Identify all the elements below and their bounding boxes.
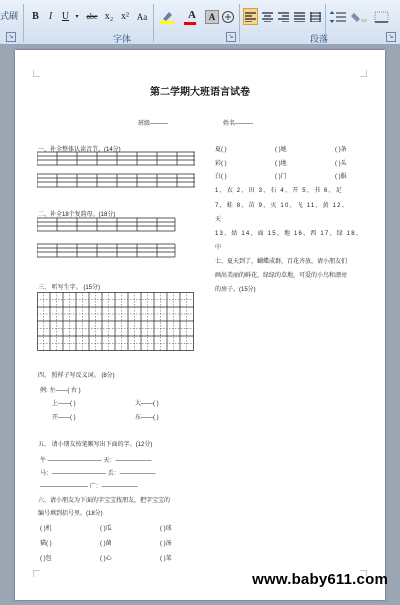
char-shading-button[interactable]: [205, 8, 219, 25]
section-1-heading: 一、补全整体认读音节。(14分): [38, 147, 121, 153]
clipboard-dialog-launcher-icon[interactable]: ↘: [6, 32, 16, 42]
stroke-order-line: ———————— 广：——————: [40, 484, 138, 490]
antonym-item: 东——( ): [135, 415, 159, 421]
match-item: ( )菜: [160, 556, 172, 562]
match-item: ( )菌: [100, 541, 112, 547]
section-6-heading-cont: 编号填到括号里。(18分): [38, 511, 103, 517]
match-item: ( )包: [40, 556, 52, 562]
section-5-heading: 五、 请小朋友按笔顺写出下面的字。(12分): [38, 442, 153, 448]
pinyin-lines-1: [37, 151, 195, 191]
match-item: 猫( ): [40, 541, 52, 547]
bold-button[interactable]: B: [32, 11, 39, 22]
site-watermark: www.baby611.com: [252, 571, 388, 588]
borders-button[interactable]: [372, 8, 392, 25]
strikethrough-button[interactable]: abc: [86, 12, 98, 21]
document-page[interactable]: [15, 50, 385, 600]
section-7-text: 的房子。(15分): [215, 287, 256, 293]
align-left-icon: [245, 12, 256, 22]
justify-icon: [294, 12, 305, 22]
border-icon: [374, 11, 390, 23]
antonym-item: 开——( ): [52, 415, 76, 421]
highlight-button[interactable]: [157, 8, 179, 25]
stroke-order-line: 牛 ————————— 天：——————: [40, 458, 152, 464]
match-item: ( )头: [335, 161, 347, 167]
match-item: ( )机: [40, 526, 52, 532]
tianzige-grid: [37, 292, 195, 352]
enclose-char-button[interactable]: [221, 8, 235, 25]
font-color-button[interactable]: [181, 8, 203, 25]
class-label: 班级———: [138, 121, 169, 127]
match-item: ( )汤: [160, 541, 172, 547]
align-center-icon: [262, 12, 273, 22]
match-item: 夏( ): [215, 147, 227, 153]
match-item: 彩( ): [215, 161, 227, 167]
match-item: ( )地: [275, 161, 287, 167]
highlighter-icon: [158, 9, 178, 25]
stroke-order-line: 马：————————— 舌：——————: [40, 471, 156, 477]
section-3-heading: 三、 听写生字。 (15分): [38, 285, 101, 291]
antonym-example: 例: 左——( 右 ): [40, 388, 81, 394]
section-2-heading: 二、补全18个复韵母。(18分): [38, 212, 116, 218]
underline-dropdown-icon[interactable]: ▾: [75, 14, 79, 20]
distributed-icon: [310, 12, 321, 22]
align-right-icon: [278, 12, 289, 22]
crop-mark: [360, 70, 367, 77]
separator: [23, 4, 24, 42]
match-item: 白( ): [215, 174, 227, 180]
underline-button[interactable]: U: [61, 11, 70, 22]
section-6-heading: 六、请小朋友为下面的字宝宝找朋友，把字宝宝的: [38, 498, 171, 504]
match-item: ( )瓜: [100, 526, 112, 532]
subscript-button[interactable]: x₂: [104, 11, 114, 22]
document-title: 第二学期大班语言试卷: [150, 87, 250, 98]
justify-button[interactable]: [292, 8, 306, 25]
align-right-button[interactable]: [276, 8, 290, 25]
line-spacing-icon: [329, 11, 347, 23]
font-group-label: 字体: [113, 35, 132, 45]
options-line: 中: [215, 245, 222, 251]
font-color-icon: A: [188, 8, 196, 21]
font-color-bar: [184, 22, 196, 25]
crop-mark: [33, 570, 40, 577]
section-4-heading: 四、 照样子写反义词。 (8分): [38, 373, 115, 379]
align-center-button[interactable]: [260, 8, 274, 25]
match-item: ( )条: [335, 147, 347, 153]
options-line: 天: [215, 217, 222, 223]
section-7-text: 画出美丽的鲜花，绿绿的草地，可爱的小鸟和漂亮: [215, 273, 348, 279]
options-line: 1、衣 2、田 3、石 4、开 5、书 6、足: [215, 188, 343, 194]
ribbon: [0, 0, 400, 45]
match-item: ( )球: [160, 526, 172, 532]
crop-mark: [33, 70, 40, 77]
format-painter-label[interactable]: 式刷: [0, 12, 19, 22]
line-spacing-button[interactable]: [328, 8, 348, 25]
name-label: 姓名———: [223, 121, 254, 127]
italic-button[interactable]: I: [48, 11, 53, 22]
superscript-button[interactable]: x²: [121, 11, 129, 22]
paragraph-group-label: 段落: [310, 35, 329, 45]
enclose-char-icon: [221, 10, 235, 24]
antonym-item: 大——( ): [135, 401, 159, 407]
distributed-button[interactable]: [308, 8, 322, 25]
paint-bucket-icon: [351, 11, 369, 23]
paragraph-dialog-launcher-icon[interactable]: ↘: [386, 32, 396, 42]
separator: [239, 4, 240, 42]
shading-button[interactable]: [350, 8, 370, 25]
separator: [153, 4, 154, 42]
section-7-heading: 七、夏天到了，蝴蝶成群，百花齐放，请小朋友们: [215, 259, 348, 265]
options-line: 13、姑 14、面 15、地 16、西 17、绿 18、: [215, 231, 363, 237]
match-item: ( )门: [275, 174, 287, 180]
font-dialog-launcher-icon[interactable]: ↘: [226, 32, 236, 42]
pinyin-lines-2: [37, 217, 177, 263]
match-item: ( )她: [275, 147, 287, 153]
antonym-item: 上——( ): [52, 401, 76, 407]
align-left-button[interactable]: [243, 8, 258, 25]
match-item: ( )心: [100, 556, 112, 562]
char-shading-icon: A: [205, 10, 219, 24]
change-case-button[interactable]: Aa: [136, 11, 148, 22]
options-line: 7、蛙 8、苗 9、灭 10、飞 11、黄 12、: [215, 203, 349, 209]
match-item: ( )服: [335, 174, 347, 180]
